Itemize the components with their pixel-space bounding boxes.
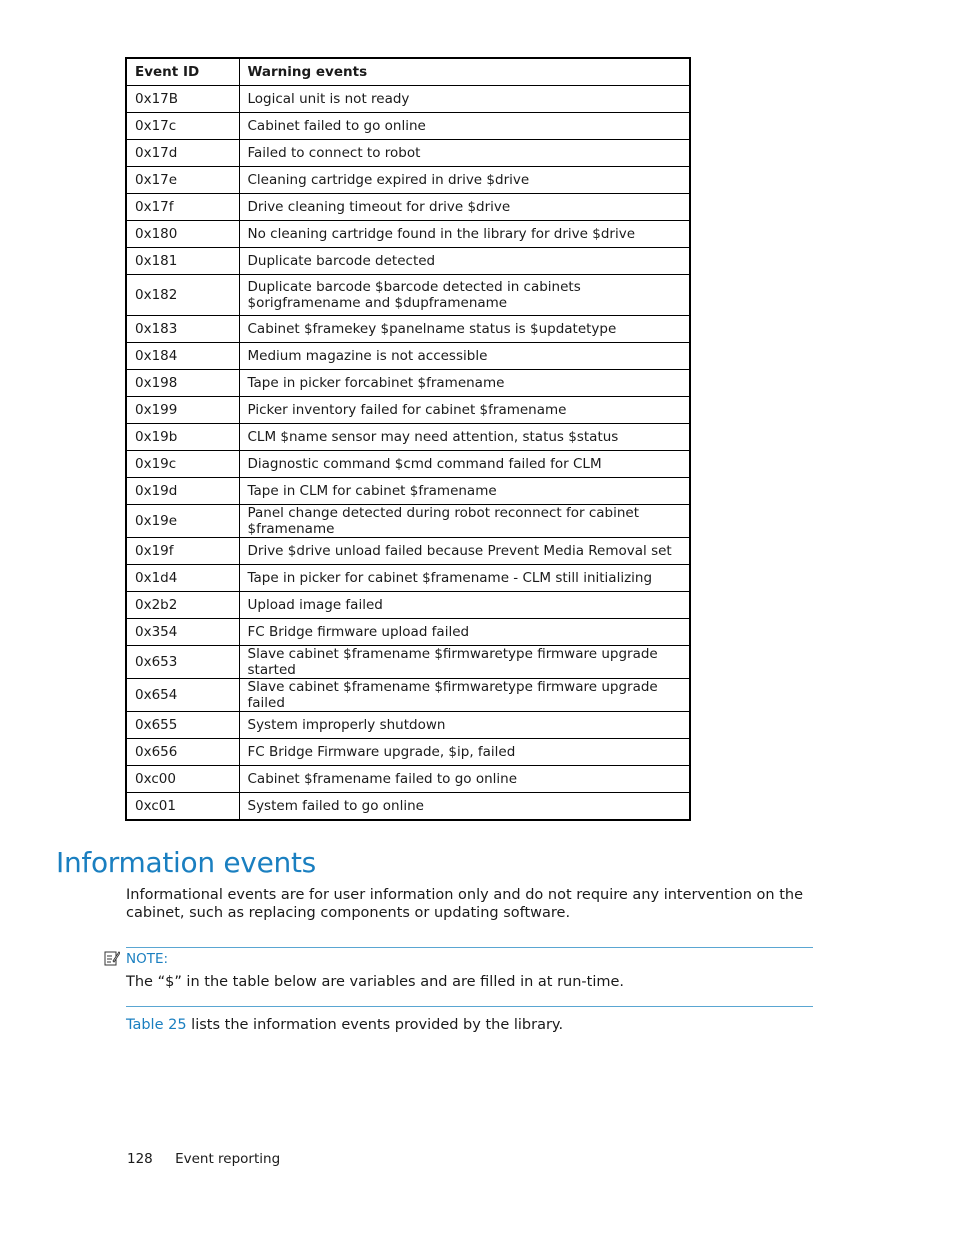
table-row xyxy=(126,343,690,370)
event-id-cell: 0x181 xyxy=(126,248,239,275)
table-row xyxy=(126,424,690,451)
note-label: NOTE: xyxy=(126,951,169,967)
warning-event-cell: FC Bridge Firmware upgrade, $ip, failed xyxy=(239,739,690,766)
note-pencil-icon xyxy=(104,950,120,966)
table-row xyxy=(126,194,690,221)
warning-events-table xyxy=(125,57,691,821)
event-id-cell: 0x656 xyxy=(126,739,239,766)
warning-event-cell: Duplicate barcode detected xyxy=(239,248,690,275)
table-row xyxy=(126,140,690,167)
table-row xyxy=(126,113,690,140)
table-row xyxy=(126,793,690,821)
table-row xyxy=(126,592,690,619)
warning-event-cell: No cleaning cartridge found in the library for drive $drive xyxy=(239,221,690,248)
table-row xyxy=(126,739,690,766)
table-row xyxy=(126,370,690,397)
warning-event-cell: Drive cleaning timeout for drive $drive xyxy=(239,194,690,221)
event-id-cell: 0x17d xyxy=(126,140,239,167)
warning-event-cell: Cabinet failed to go online xyxy=(239,113,690,140)
event-id-cell: 0x17B xyxy=(126,86,239,113)
warning-event-cell: CLM $name sensor may need attention, status $status xyxy=(239,424,690,451)
event-id-cell: 0x182 xyxy=(126,275,239,316)
warning-event-cell: Failed to connect to robot xyxy=(239,140,690,167)
table-row xyxy=(126,646,690,679)
intro-paragraph: Informational events are for user information only and do not require any intervention on the cabinet, such as replacing components or updating software. xyxy=(126,887,804,921)
event-id-cell: 0x19d xyxy=(126,478,239,505)
event-id-cell: 0x199 xyxy=(126,397,239,424)
table-row xyxy=(126,248,690,275)
table-row xyxy=(126,619,690,646)
event-id-cell: 0x198 xyxy=(126,370,239,397)
header-warning-events: Warning events xyxy=(239,58,690,86)
warning-event-cell: Duplicate barcode $barcode detected in cabinets $origframename and $dupframename xyxy=(239,275,690,316)
warning-event-cell: Slave cabinet $framename $firmwaretype firmware upgrade started xyxy=(239,646,690,679)
warning-event-cell: FC Bridge firmware upload failed xyxy=(239,619,690,646)
note-text: The “$” in the table below are variables and are filled in at run-time. xyxy=(126,974,625,990)
warning-event-cell: Cabinet $framekey $panelname status is $updatetype xyxy=(239,316,690,343)
warning-event-cell: Picker inventory failed for cabinet $framename xyxy=(239,397,690,424)
page-footer xyxy=(127,1151,280,1167)
table-row xyxy=(126,712,690,739)
table-row xyxy=(126,766,690,793)
table-row xyxy=(126,316,690,343)
reference-text: lists the information events provided by the library. xyxy=(186,1017,564,1033)
event-id-cell: 0x2b2 xyxy=(126,592,239,619)
event-id-cell: 0x654 xyxy=(126,679,239,712)
event-id-cell: 0xc01 xyxy=(126,793,239,821)
warning-event-cell: Tape in picker for cabinet $framename - CLM still initializing xyxy=(239,565,690,592)
table-reference-line xyxy=(126,1017,563,1033)
warning-event-cell: Tape in CLM for cabinet $framename xyxy=(239,478,690,505)
event-id-cell: 0x184 xyxy=(126,343,239,370)
table-row xyxy=(126,167,690,194)
table-row xyxy=(126,86,690,113)
event-id-cell: 0x653 xyxy=(126,646,239,679)
event-id-cell: 0x19f xyxy=(126,538,239,565)
event-id-cell: 0x19e xyxy=(126,505,239,538)
warning-event-cell: Slave cabinet $framename $firmwaretype firmware upgrade failed xyxy=(239,679,690,712)
table-row xyxy=(126,275,690,316)
table-row xyxy=(126,478,690,505)
event-id-cell: 0x1d4 xyxy=(126,565,239,592)
header-event-id: Event ID xyxy=(126,58,239,86)
table-row xyxy=(126,679,690,712)
warning-event-cell: Panel change detected during robot reconnect for cabinet $framename xyxy=(239,505,690,538)
event-id-cell: 0x180 xyxy=(126,221,239,248)
page-number: 128 xyxy=(127,1151,153,1167)
warning-event-cell: System failed to go online xyxy=(239,793,690,821)
table-row xyxy=(126,565,690,592)
table-body xyxy=(126,86,690,821)
event-id-cell: 0x655 xyxy=(126,712,239,739)
warning-event-cell: Upload image failed xyxy=(239,592,690,619)
table-row xyxy=(126,451,690,478)
warning-event-cell: Cabinet $framename failed to go online xyxy=(239,766,690,793)
table-25-link[interactable]: Table 25 xyxy=(126,1017,187,1033)
event-id-cell: 0x19b xyxy=(126,424,239,451)
table-header-row xyxy=(126,58,690,86)
event-id-cell: 0x17f xyxy=(126,194,239,221)
event-id-cell: 0xc00 xyxy=(126,766,239,793)
event-id-cell: 0x17e xyxy=(126,167,239,194)
event-id-cell: 0x19c xyxy=(126,451,239,478)
table-row xyxy=(126,221,690,248)
event-id-cell: 0x17c xyxy=(126,113,239,140)
section-title: Information events xyxy=(56,846,316,879)
warning-event-cell: Tape in picker forcabinet $framename xyxy=(239,370,690,397)
table-row xyxy=(126,397,690,424)
footer-section-name: Event reporting xyxy=(175,1151,281,1167)
table-row xyxy=(126,505,690,538)
warning-event-cell: Logical unit is not ready xyxy=(239,86,690,113)
note-box xyxy=(126,947,813,1007)
warning-event-cell: Cleaning cartridge expired in drive $drive xyxy=(239,167,690,194)
event-id-cell: 0x183 xyxy=(126,316,239,343)
event-id-cell: 0x354 xyxy=(126,619,239,646)
warning-event-cell: System improperly shutdown xyxy=(239,712,690,739)
warning-event-cell: Diagnostic command $cmd command failed for CLM xyxy=(239,451,690,478)
table-row xyxy=(126,538,690,565)
warning-event-cell: Medium magazine is not accessible xyxy=(239,343,690,370)
warning-event-cell: Drive $drive unload failed because Prevent Media Removal set xyxy=(239,538,690,565)
